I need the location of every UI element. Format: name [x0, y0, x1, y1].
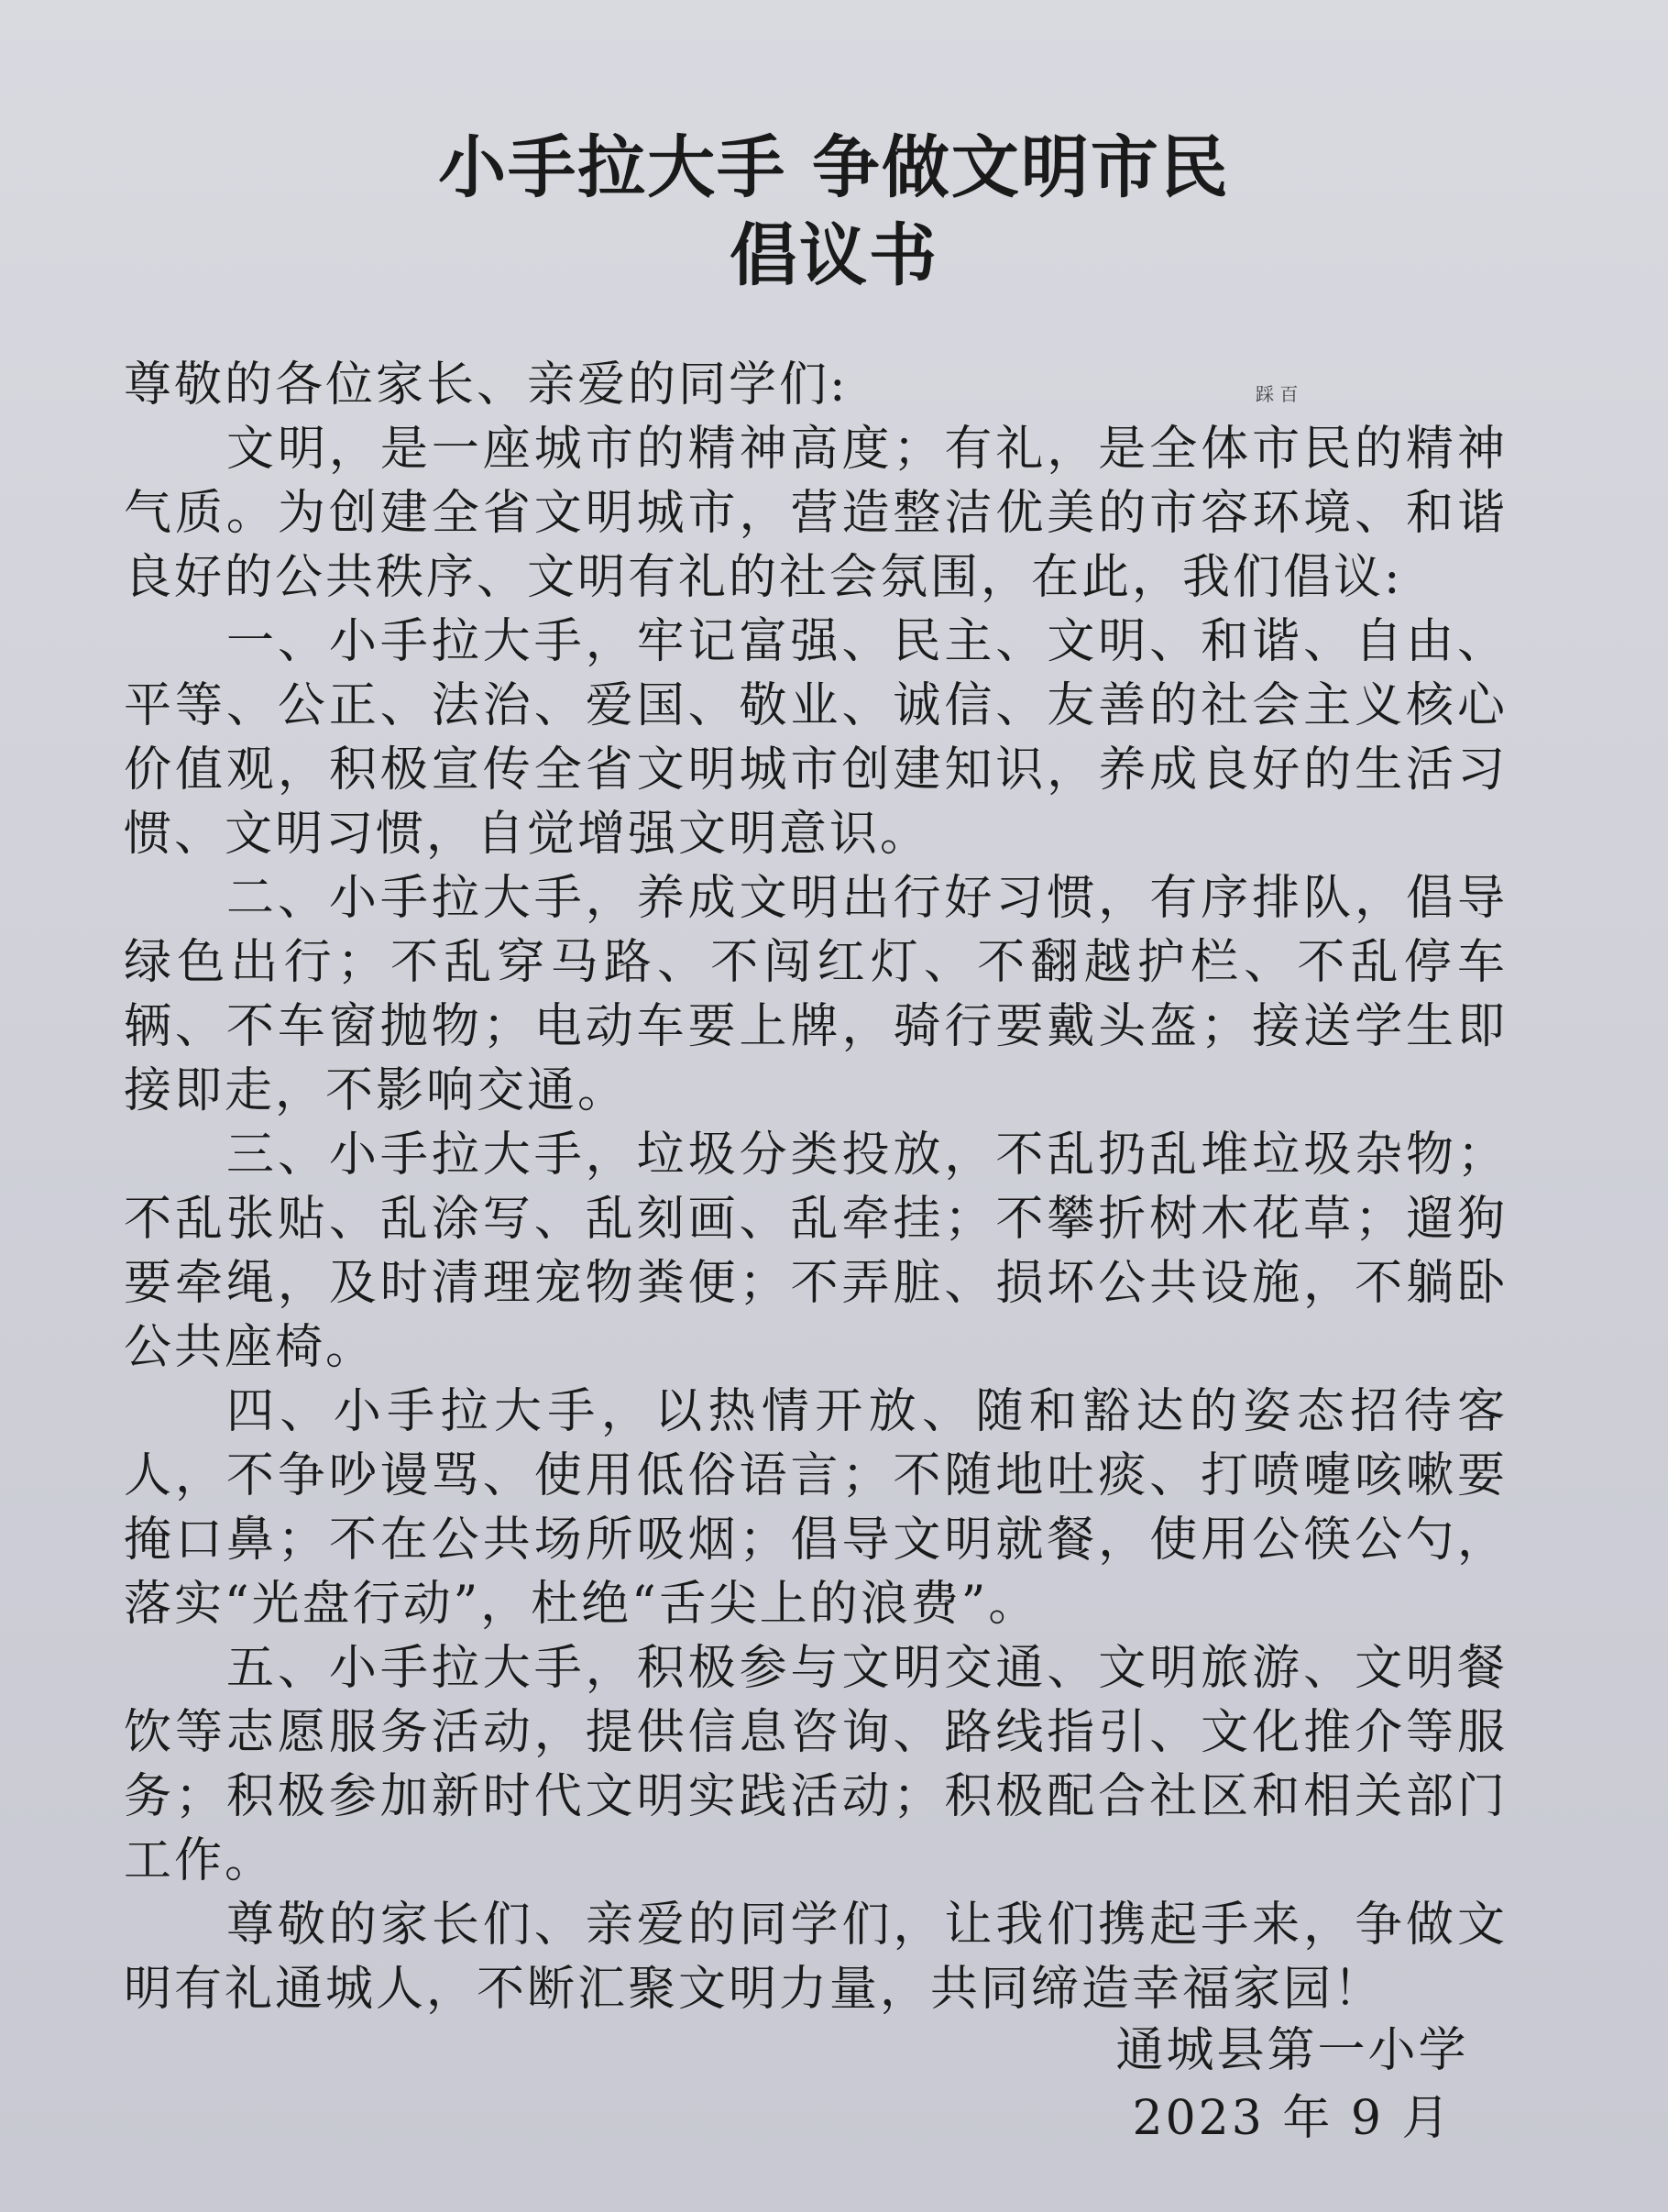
salutation: 尊敬的各位家长、亲爱的同学们: [124, 358, 849, 413]
handwritten-mark: 踩 百 [1256, 383, 1299, 405]
paragraph-intro: 文明，是一座城市的精神高度；有礼，是全体市民的精神气质。为创建全省文明城市，营造整洁优美的市容环境、和谐良好的公共秩序、文明有礼的社会氛围，在此，我们倡议: [124, 422, 1508, 605]
paragraph-closing: 尊敬的家长们、亲爱的同学们，让我们携起手来，争做文明有礼通城人，不断汇聚文明力量，共同缔造幸福家园！ [124, 1898, 1508, 2017]
signature-block [1081, 2017, 1503, 2152]
document-subtitle: 倡议书 [730, 216, 938, 295]
paragraph-item-1: 一、小手拉大手，牢记富强、民主、文明、和谐、自由、平等、公正、法治、爱国、敬业、诚信、友善的社会主义核心价值观，积极宣传全省文明城市创建知识，养成良好的生活习惯、文明习惯，自觉增强文明意识。 [124, 614, 1508, 862]
paragraph-item-3: 三、小手拉大手，垃圾分类投放，不乱扔乱堆垃圾杂物；不乱张贴、乱涂写、乱刻画、乱牵挂；不攀折树木花草；遛狗要牵绳，及时清理宠物粪便；不弄脏、损坏公共设施，不躺卧公共座椅。 [124, 1128, 1508, 1375]
signature-date: 2023 年 9 月 [1132, 2091, 1453, 2146]
signature-organization: 通城县第一小学 [1115, 2023, 1469, 2078]
paragraph-item-4: 四、小手拉大手，以热情开放、随和豁达的姿态招待客人，不争吵谩骂、使用低俗语言；不随地吐痰、打喷嚏咳嗽要掩口鼻；不在公共场所吸烟；倡导文明就餐，使用公筷公勺，落实“光盘行动”，杜绝“舌尖上的浪费”。 [124, 1384, 1508, 1632]
document-title: 小手拉大手 争做文明市民 [438, 128, 1230, 207]
paragraph-item-5: 五、小手拉大手，积极参与文明交通、文明旅游、文明餐饮等志愿服务活动，提供信息咨询、路线指引、文化推介等服务；积极参加新时代文明实践活动；积极配合社区和相关部门工作。 [124, 1641, 1508, 1888]
title-block [0, 124, 1668, 300]
document-body [124, 353, 1508, 2021]
paragraph-item-2: 二、小手拉大手，养成文明出行好习惯，有序排队，倡导绿色出行；不乱穿马路、不闯红灯、不翻越护栏、不乱停车辆、不车窗抛物；电动车要上牌，骑行要戴头盔；接送学生即接即走，不影响交通。 [124, 871, 1508, 1118]
